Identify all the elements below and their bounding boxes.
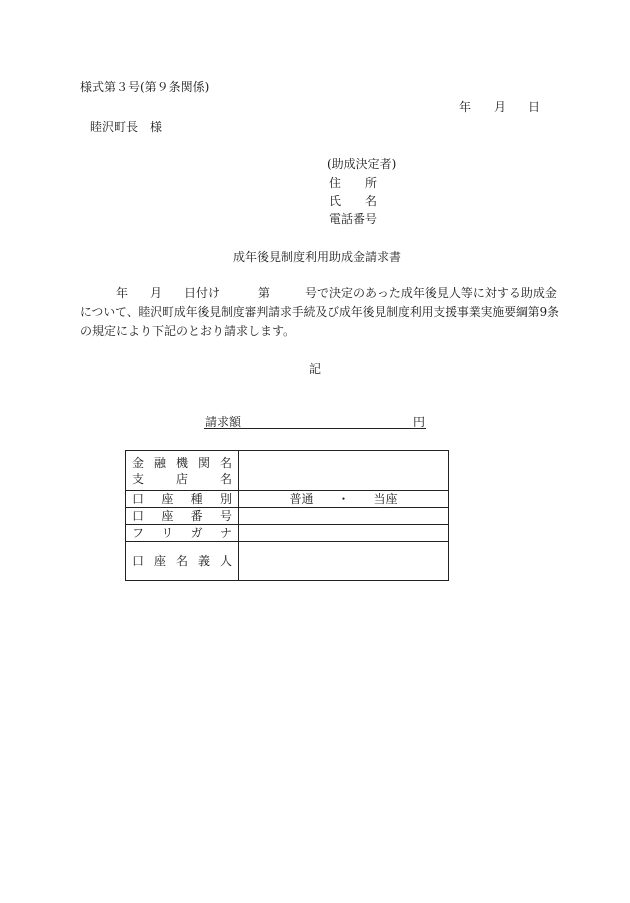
bank-info-table — [125, 450, 449, 581]
account-holder-value[interactable] — [239, 542, 449, 581]
account-number-label: 口 座 番 号 — [132, 509, 232, 523]
account-holder-label-cell — [126, 542, 239, 581]
furigana-label-cell — [126, 525, 239, 542]
body-month: 月 — [150, 286, 163, 300]
addressee: 睦沢町長 様 — [90, 120, 163, 134]
bank-branch-value[interactable] — [239, 451, 449, 491]
account-type-label: 口 座 種 別 — [132, 492, 232, 506]
branch-name-label: 支 店 名 — [132, 471, 232, 486]
bank-branch-label-cell — [126, 451, 239, 491]
body-no: 第 — [258, 286, 271, 300]
date-year-label: 年 — [459, 100, 472, 114]
body-line2: について、睦沢町成年後見制度審判請求手続及び成年後見制度利用支援事業実施要綱第9条 — [80, 305, 559, 319]
account-holder-label: 口 座 名 義 人 — [132, 554, 232, 568]
date-day-label: 日 — [528, 100, 541, 114]
body-line3: の規定により下記のとおり請求します。 — [80, 324, 296, 338]
document-title: 成年後見制度利用助成金請求書 — [233, 250, 402, 264]
claim-label: 請求額 — [205, 415, 242, 429]
furigana-label: フ リ ガ ナ — [132, 526, 232, 540]
account-number-value[interactable] — [239, 508, 449, 525]
claim-unit: 円 — [413, 415, 426, 429]
date-month-label: 月 — [494, 100, 507, 114]
body-dated: 日付け — [184, 286, 221, 300]
body-year: 年 — [116, 286, 129, 300]
bank-name-label: 金 融 機 関 名 — [132, 455, 232, 470]
form-number: 様式第３号(第９条関係) — [80, 80, 210, 94]
name-label: 氏 名 — [329, 194, 377, 208]
account-type-options[interactable]: 普通 ・ 当座 — [239, 491, 449, 508]
ki-label: 記 — [309, 362, 322, 376]
furigana-value[interactable] — [239, 525, 449, 542]
applicant-section-label: (助成決定者) — [327, 157, 397, 171]
body-line1-rest: 号で決定のあった成年後見人等に対する助成金 — [305, 286, 557, 300]
claim-amount-line — [204, 428, 426, 429]
account-number-label-cell — [126, 508, 239, 525]
address-label: 住 所 — [329, 176, 377, 190]
account-type-label-cell — [126, 491, 239, 508]
phone-label: 電話番号 — [329, 212, 378, 226]
